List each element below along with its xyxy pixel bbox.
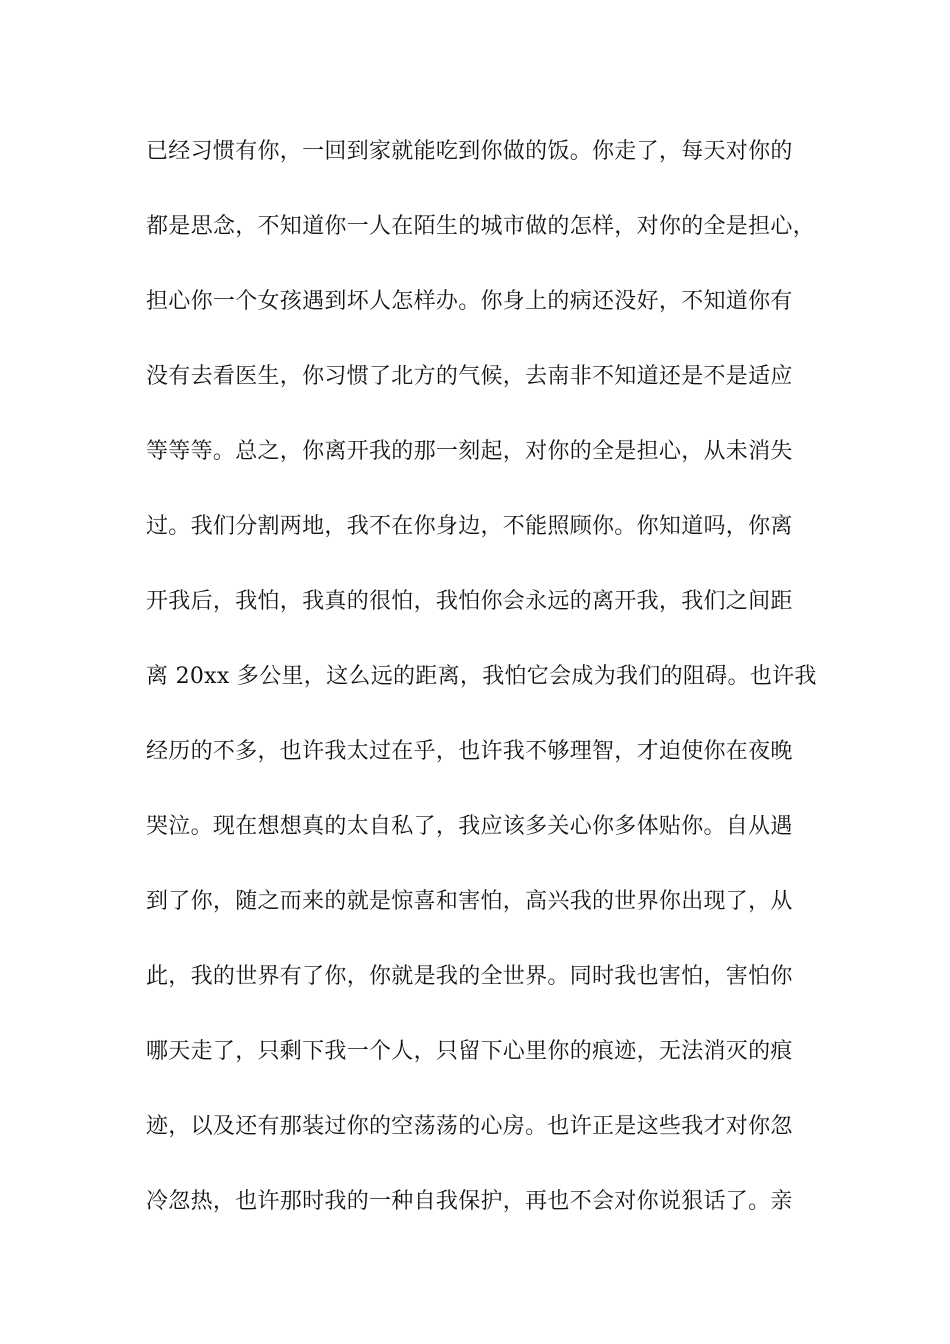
text-line-13: 哪天走了，只剩下我一个人，只留下心里你的痕迹，无法消灭的痕 <box>146 1039 793 1064</box>
text-line-4: 没有去看医生，你习惯了北方的气候，去南非不知道还是不是适应 <box>146 364 793 389</box>
text-line-11: 到了你，随之而来的就是惊喜和害怕，高兴我的世界你出现了，从 <box>146 889 793 914</box>
text-line-7: 开我后，我怕，我真的很怕，我怕你会永远的离开我，我们之间距 <box>146 589 793 614</box>
text-line-6: 过。我们分割两地，我不在你身边，不能照顾你。你知道吗，你离 <box>146 514 793 539</box>
body-text <box>146 132 836 1257</box>
text-line-14: 迹，以及还有那装过你的空荡荡的心房。也许正是这些我才对你忽 <box>146 1114 793 1139</box>
text-line-15: 冷忽热，也许那时我的一种自我保护，再也不会对你说狠话了。亲 <box>146 1189 793 1214</box>
text-line-1: 已经习惯有你，一回到家就能吃到你做的饭。你走了，每天对你的 <box>146 139 793 164</box>
text-line-9: 经历的不多，也许我太过在乎，也许我不够理智，才迫使你在夜晚 <box>146 739 793 764</box>
text-line-12: 此，我的世界有了你，你就是我的全世界。同时我也害怕，害怕你 <box>146 964 793 989</box>
text-line-8: 离 20xx 多公里，这么远的距离，我怕它会成为我们的阻碍。也许我 <box>146 664 817 689</box>
text-line-10: 哭泣。现在想想真的太自私了，我应该多关心你多体贴你。自从遇 <box>146 814 793 839</box>
text-line-2: 都是思念，不知道你一人在陌生的城市做的怎样，对你的全是担心， <box>146 214 816 239</box>
text-line-5: 等等等。总之，你离开我的那一刻起，对你的全是担心，从未消失 <box>146 439 793 464</box>
text-line-3: 担心你一个女孩遇到坏人怎样办。你身上的病还没好，不知道你有 <box>146 289 793 314</box>
